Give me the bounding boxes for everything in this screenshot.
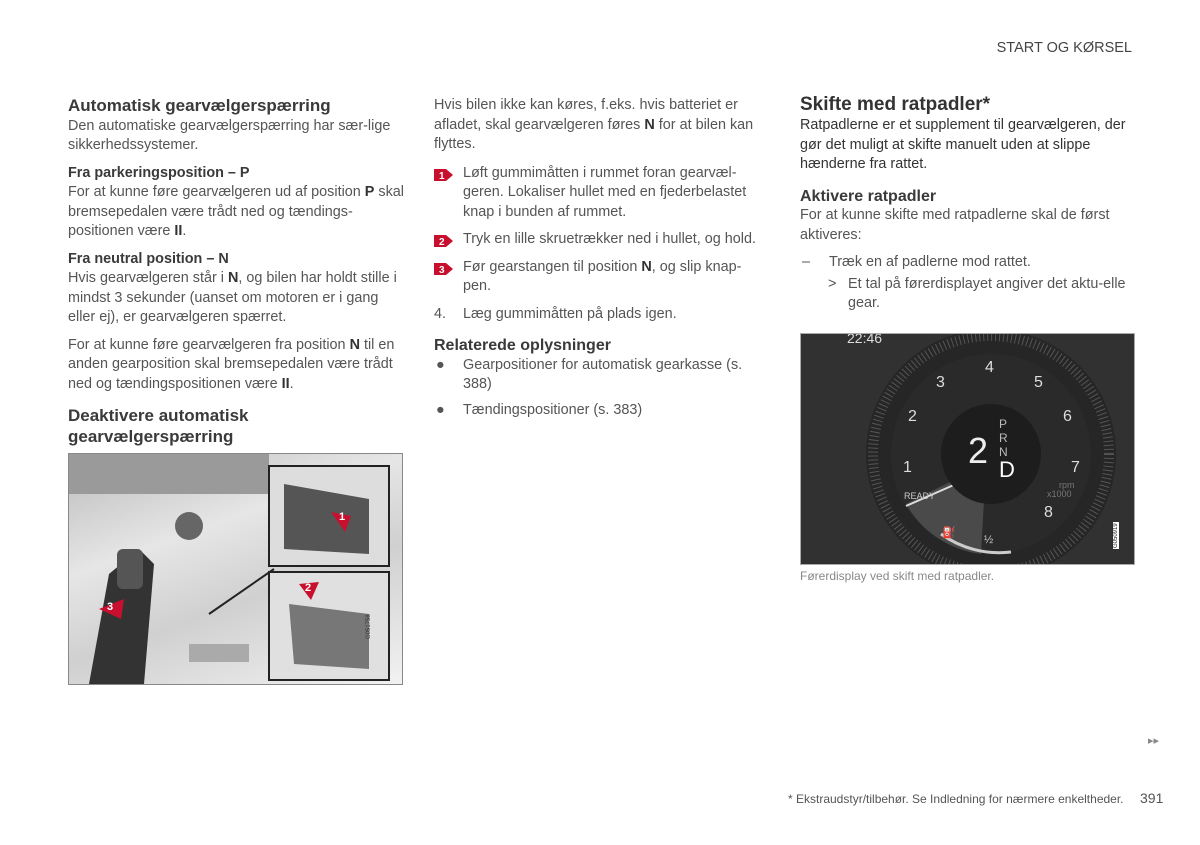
image-code: G050919 [1113, 523, 1119, 548]
park-heading: Fra parkeringsposition – P [68, 164, 250, 181]
rpm-tick: 2 [908, 408, 917, 425]
rpm-label: rpm [1059, 480, 1075, 490]
left-column [68, 96, 408, 447]
gear-selector-illustration [68, 453, 403, 685]
fuel-half-label: ½ [984, 534, 994, 546]
activate-text: For at kunne skifte med ratpadlerne skal de først aktiveres: [800, 207, 1110, 243]
rpm-tick: 6 [1063, 408, 1072, 425]
step-3: 3 Før gearstangen til position N, og slip knap-pen. [434, 258, 769, 297]
continue-icon: ▸▸ [1148, 735, 1160, 747]
middle-column [434, 96, 769, 426]
step-3-arrow-icon [434, 262, 454, 276]
bullet-icon: ● [436, 401, 445, 418]
related-link-gearpositions[interactable]: ● Gearpositioner for automatisk gearkasse (s. 388) [436, 356, 743, 392]
neutral-text: Hvis gearvælgeren står i N, og bilen har holdt stille i mindst 3 sekunder (uanset om motoren er i gang eller ej), er gearvælgeren spærret. [68, 270, 397, 325]
svg-text:1: 1 [439, 170, 445, 182]
intro-text: Den automatiske gearvælgerspærring har sær-lige sikkerhedssystemer. [68, 117, 391, 153]
rpm-tick: 3 [936, 374, 945, 391]
rpm-tick: 8 [1044, 504, 1053, 521]
fuel-icon: ⛽ [942, 527, 956, 539]
section-title: Automatisk gearvælgerspærring [68, 96, 331, 115]
related-link-ignition[interactable]: ● Tændingspositioner (s. 383) [434, 401, 769, 421]
dash-item: – Træk en af padlerne mod rattet. [802, 254, 1031, 270]
gear-selector-drawing [69, 454, 402, 684]
svg-text:3: 3 [439, 264, 445, 276]
rpm-tick: 1 [903, 459, 912, 476]
result-item: > Et tal på førerdisplayet angiver det aktu-elle gear. [828, 275, 1126, 311]
park-text: For at kunne føre gearvælgeren ud af position P skal bremsepedalen være trådt ned og tændings-positionen være II. [68, 184, 404, 239]
image-code: G051758 [366, 614, 372, 639]
prnd-indicator: P R N D [999, 417, 1015, 482]
ready-label: READY [904, 491, 936, 501]
step-1-arrow-icon [434, 168, 454, 182]
page-number: 391 [1140, 790, 1164, 806]
activate-heading: Aktivere ratpadler [800, 187, 937, 205]
neutral-heading: Fra neutral position – N [68, 250, 229, 267]
neutral-text-2: For at kunne føre gearvælgeren fra position N til en anden gearposition skal bremsepedalen være trådt ned og tændingspositionen være II. [68, 336, 395, 392]
middle-intro: Hvis bilen ikke kan køres, f.eks. hvis batteriet er afladet, skal gearvælgeren føres N for at bilen kan flyttes. [434, 97, 754, 152]
step-4: 4. Læg gummimåtten på plads igen. [434, 305, 677, 322]
step-2-arrow-icon [434, 234, 454, 248]
callout-3: 3 [107, 601, 114, 613]
rpm-tick: 7 [1071, 459, 1080, 476]
callout-1: 1 [339, 511, 346, 523]
right-title: Skifte med ratpadler* [800, 94, 991, 115]
step-1: 1 Løft gummimåtten i rummet foran gearvæl-geren. Lokaliser hullet med en fjederbelastet knap i bunden af rummet. [434, 164, 769, 223]
related-heading: Relaterede oplysninger [434, 337, 611, 354]
svg-text:2: 2 [439, 237, 445, 248]
bullet-icon: ● [436, 356, 445, 373]
right-column [800, 94, 1135, 320]
clock: 22:46 [847, 333, 883, 346]
rpm-tick: 4 [985, 359, 994, 376]
right-intro: Ratpadlerne er et supplement til gearvælgeren, der gør det muligt at skifte manuelt uden at slippe hænderne fra rattet. [800, 117, 1126, 172]
image-caption: Førerdisplay ved skift med ratpadler. [800, 569, 995, 583]
callout-2: 2 [305, 582, 312, 594]
gear-number: 2 [968, 430, 989, 471]
step-2: 2 Tryk en lille skruetrækker ned i hullet, og hold. [434, 230, 769, 250]
driver-display-image [800, 333, 1135, 565]
deactivate-heading: Deaktivere automatisk gearvælgerspærring [68, 406, 249, 446]
x1000-label: x1000 [1047, 489, 1072, 499]
section-header: START OG KØRSEL [996, 40, 1132, 56]
rpm-tick: 5 [1034, 374, 1043, 391]
footnote: * Ekstraudstyr/tilbehør. Se Indledning for nærmere enkeltheder. [788, 792, 1124, 806]
